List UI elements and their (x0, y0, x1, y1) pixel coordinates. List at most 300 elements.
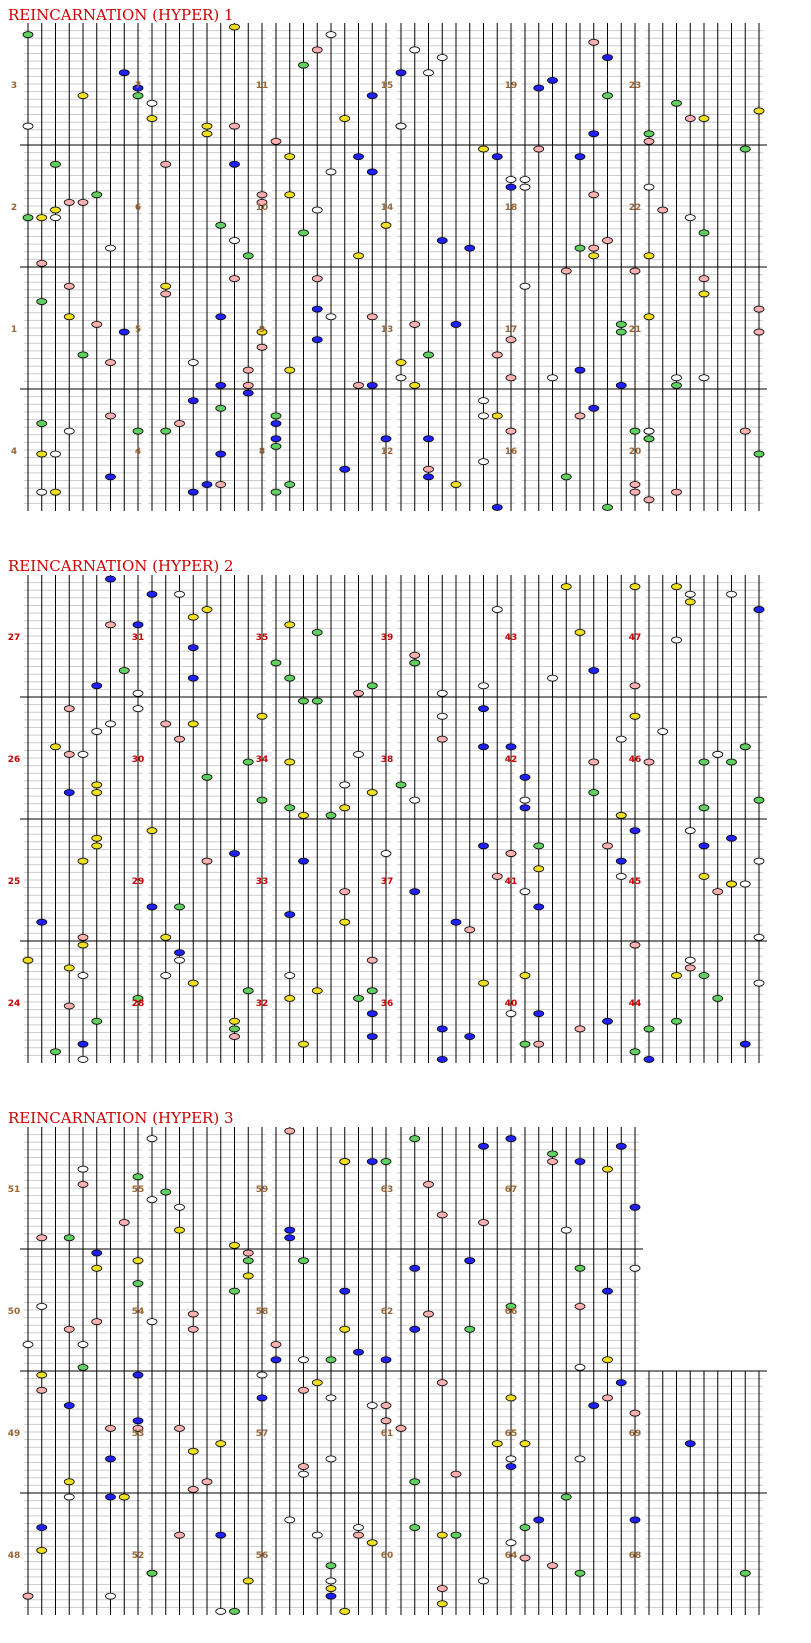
note-red (106, 622, 116, 628)
note-green (285, 805, 295, 811)
note-green (216, 405, 226, 411)
note-red (243, 367, 253, 373)
note-white (161, 973, 171, 979)
note-blue (465, 245, 475, 251)
note-red (685, 965, 695, 971)
note-red (64, 1003, 74, 1009)
note-green (92, 1018, 102, 1024)
measure-number: 62 (380, 1307, 394, 1317)
note-red (312, 276, 322, 282)
note-white (575, 1364, 585, 1370)
note-blue (603, 1288, 613, 1294)
note-blue (437, 1026, 447, 1032)
note-blue (589, 1403, 599, 1409)
note-white (78, 1342, 88, 1348)
note-white (410, 47, 420, 53)
note-yellow (561, 584, 571, 590)
note-yellow (299, 1041, 309, 1047)
note-red (630, 1410, 640, 1416)
note-red (78, 934, 88, 940)
note-white (479, 683, 489, 689)
note-red (644, 497, 654, 503)
note-yellow (78, 93, 88, 99)
note-yellow (51, 744, 61, 750)
note-green (740, 744, 750, 750)
note-white (312, 207, 322, 213)
note-yellow (672, 584, 682, 590)
note-blue (630, 828, 640, 834)
note-green (424, 352, 434, 358)
measure-number: 39 (380, 633, 394, 643)
note-white (740, 881, 750, 887)
measure-number: 9 (258, 325, 266, 335)
note-yellow (506, 1395, 516, 1401)
note-green (299, 1258, 309, 1264)
note-red (630, 482, 640, 488)
measure-number: 37 (380, 877, 394, 887)
note-yellow (216, 1441, 226, 1447)
note-blue (354, 154, 364, 160)
note-yellow (51, 207, 61, 213)
note-yellow (479, 980, 489, 986)
note-red (106, 1425, 116, 1431)
note-red (78, 199, 88, 205)
note-blue (312, 337, 322, 343)
note-red (492, 352, 502, 358)
note-red (437, 1212, 447, 1218)
note-green (616, 321, 626, 327)
note-blue (465, 1034, 475, 1040)
note-yellow (285, 192, 295, 198)
note-blue (367, 169, 377, 175)
note-red (603, 1395, 613, 1401)
note-white (685, 957, 695, 963)
note-blue (437, 1056, 447, 1062)
note-green (520, 1041, 530, 1047)
note-green (754, 451, 764, 457)
note-green (603, 93, 613, 99)
measure-number: 63 (380, 1185, 394, 1195)
note-blue (37, 919, 47, 925)
note-yellow (92, 835, 102, 841)
note-white (106, 1593, 116, 1599)
note-red (506, 428, 516, 434)
note-blue (188, 489, 198, 495)
note-white (506, 177, 516, 183)
note-yellow (492, 1441, 502, 1447)
note-white (520, 283, 530, 289)
measure-number: 15 (380, 81, 394, 91)
note-green (727, 759, 737, 765)
note-yellow (630, 584, 640, 590)
note-red (644, 759, 654, 765)
note-green (23, 215, 33, 221)
note-yellow (589, 253, 599, 259)
note-white (754, 934, 764, 940)
note-white (147, 1136, 157, 1142)
note-white (548, 675, 558, 681)
section-2 (8, 557, 767, 1063)
note-green (672, 1018, 682, 1024)
note-green (78, 1364, 88, 1370)
note-red (534, 1041, 544, 1047)
note-red (354, 690, 364, 696)
note-yellow (37, 451, 47, 457)
note-blue (106, 474, 116, 480)
note-green (575, 1570, 585, 1576)
note-yellow (37, 1547, 47, 1553)
note-white (106, 245, 116, 251)
note-red (230, 1034, 240, 1040)
measure-number: 32 (255, 999, 269, 1009)
measure-column (381, 575, 519, 1063)
note-blue (451, 321, 461, 327)
note-green (644, 436, 654, 442)
measure-number: 43 (504, 633, 518, 643)
note-red (161, 291, 171, 297)
measure-number: 64 (504, 1551, 518, 1561)
note-yellow (285, 622, 295, 628)
note-green (37, 299, 47, 305)
note-red (299, 1464, 309, 1470)
note-green (230, 1026, 240, 1032)
note-red (257, 192, 267, 198)
note-blue (285, 1227, 295, 1233)
note-blue (188, 398, 198, 404)
note-red (161, 721, 171, 727)
note-yellow (699, 116, 709, 122)
note-red (381, 1418, 391, 1424)
note-green (465, 1326, 475, 1332)
note-yellow (312, 988, 322, 994)
note-blue (396, 70, 406, 76)
note-white (575, 1456, 585, 1462)
note-blue (520, 805, 530, 811)
note-yellow (147, 116, 157, 122)
measure-column (8, 1127, 146, 1615)
note-white (133, 706, 143, 712)
note-green (354, 995, 364, 1001)
note-yellow (685, 599, 695, 605)
note-yellow (367, 1540, 377, 1546)
note-blue (424, 474, 434, 480)
note-red (437, 736, 447, 742)
note-white (699, 375, 709, 381)
note-white (685, 215, 695, 221)
measure-number: 60 (380, 1551, 394, 1561)
section-3 (8, 1109, 767, 1615)
measure-column (132, 575, 270, 1063)
note-yellow (492, 413, 502, 419)
note-blue (340, 466, 350, 472)
note-blue (230, 851, 240, 857)
note-blue (119, 70, 129, 76)
note-white (188, 360, 198, 366)
note-yellow (188, 1448, 198, 1454)
note-blue (92, 683, 102, 689)
note-green (133, 1281, 143, 1287)
note-yellow (603, 1357, 613, 1363)
measure-column (629, 1371, 767, 1615)
note-white (37, 1303, 47, 1309)
note-blue (630, 1204, 640, 1210)
note-yellow (437, 1532, 447, 1538)
note-white (299, 1357, 309, 1363)
note-blue (575, 367, 585, 373)
measure-number: 41 (504, 877, 518, 887)
measure-column (629, 575, 767, 1063)
measure-number: 19 (504, 81, 518, 91)
note-red (285, 1128, 295, 1134)
note-red (410, 652, 420, 658)
note-red (367, 957, 377, 963)
note-blue (147, 591, 157, 597)
note-red (465, 927, 475, 933)
measure-number: 38 (380, 755, 394, 765)
note-yellow (520, 973, 530, 979)
note-red (175, 421, 185, 427)
note-blue (534, 1517, 544, 1523)
note-green (575, 1265, 585, 1271)
note-red (396, 1425, 406, 1431)
note-white (312, 1532, 322, 1538)
measure-number: 30 (131, 755, 145, 765)
measure-number: 55 (131, 1185, 145, 1195)
note-blue (243, 390, 253, 396)
note-yellow (699, 291, 709, 297)
note-green (243, 253, 253, 259)
measure-number: 21 (628, 325, 642, 335)
measure-number: 51 (7, 1185, 21, 1195)
note-green (410, 660, 420, 666)
note-yellow (575, 629, 585, 635)
note-yellow (257, 713, 267, 719)
note-yellow (437, 1601, 447, 1607)
measure-number: 53 (131, 1429, 145, 1439)
measure-number: 22 (628, 203, 642, 213)
note-white (630, 1265, 640, 1271)
note-green (520, 1525, 530, 1531)
note-blue (616, 1143, 626, 1149)
note-green (257, 797, 267, 803)
note-red (548, 1563, 558, 1569)
measure-number: 5 (134, 325, 142, 335)
note-red (381, 1403, 391, 1409)
note-green (312, 698, 322, 704)
note-white (133, 690, 143, 696)
note-green (534, 843, 544, 849)
note-blue (506, 1136, 516, 1142)
measure-number: 28 (131, 999, 145, 1009)
measure-number: 49 (7, 1429, 21, 1439)
note-red (354, 382, 364, 388)
note-blue (367, 1034, 377, 1040)
note-red (424, 1181, 434, 1187)
note-blue (548, 77, 558, 83)
measure-column (256, 23, 394, 511)
note-red (37, 1387, 47, 1393)
note-green (271, 660, 281, 666)
note-blue (340, 1288, 350, 1294)
note-white (326, 169, 336, 175)
note-yellow (64, 1479, 74, 1485)
note-green (672, 100, 682, 106)
note-yellow (92, 843, 102, 849)
note-red (216, 482, 226, 488)
note-white (754, 980, 764, 986)
note-yellow (202, 131, 212, 137)
note-green (37, 421, 47, 427)
note-green (230, 1608, 240, 1614)
note-red (658, 207, 668, 213)
note-white (644, 184, 654, 190)
note-green (51, 1049, 61, 1055)
note-blue (188, 645, 198, 651)
note-red (257, 344, 267, 350)
measure-number: 35 (255, 633, 269, 643)
note-blue (644, 1056, 654, 1062)
measure-column (8, 575, 146, 1063)
note-green (754, 797, 764, 803)
note-blue (479, 744, 489, 750)
note-white (147, 1197, 157, 1203)
note-green (699, 230, 709, 236)
note-blue (64, 1403, 74, 1409)
note-yellow (603, 1166, 613, 1172)
note-red (271, 1342, 281, 1348)
measure-number: 44 (628, 999, 642, 1009)
note-white (326, 1456, 336, 1462)
note-yellow (37, 215, 47, 221)
note-yellow (285, 367, 295, 373)
note-white (479, 413, 489, 419)
note-blue (630, 1517, 640, 1523)
note-blue (492, 504, 502, 510)
note-yellow (285, 154, 295, 160)
note-blue (616, 1380, 626, 1386)
note-white (64, 1494, 74, 1500)
note-blue (271, 421, 281, 427)
note-blue (106, 1494, 116, 1500)
note-blue (727, 835, 737, 841)
note-red (479, 1220, 489, 1226)
note-yellow (133, 1258, 143, 1264)
note-white (520, 889, 530, 895)
note-white (257, 1372, 267, 1378)
note-white (616, 873, 626, 879)
note-red (119, 1220, 129, 1226)
measure-number: 59 (255, 1185, 269, 1195)
measure-number: 14 (380, 203, 394, 213)
note-yellow (396, 360, 406, 366)
measure-number: 2 (10, 203, 18, 213)
measure-column (381, 23, 519, 511)
note-red (37, 260, 47, 266)
note-green (326, 1563, 336, 1569)
note-green (299, 62, 309, 68)
note-white (354, 751, 364, 757)
measure-number: 68 (628, 1551, 642, 1561)
note-green (575, 245, 585, 251)
note-green (147, 1570, 157, 1576)
note-yellow (230, 1018, 240, 1024)
note-red (230, 123, 240, 129)
note-green (713, 995, 723, 1001)
note-white (78, 751, 88, 757)
note-blue (506, 1464, 516, 1470)
measure-number: 23 (628, 81, 642, 91)
note-yellow (644, 314, 654, 320)
note-red (603, 843, 613, 849)
note-green (699, 973, 709, 979)
note-green (367, 988, 377, 994)
note-yellow (285, 995, 295, 1001)
note-white (51, 451, 61, 457)
note-red (64, 751, 74, 757)
measure-number: 54 (131, 1307, 145, 1317)
note-white (326, 314, 336, 320)
note-blue (589, 405, 599, 411)
note-yellow (672, 973, 682, 979)
measure-number: 69 (628, 1429, 642, 1439)
note-yellow (161, 934, 171, 940)
note-blue (437, 238, 447, 244)
note-green (561, 1494, 571, 1500)
measure-number: 10 (255, 203, 269, 213)
note-white (506, 1456, 516, 1462)
measure-number: 50 (7, 1307, 21, 1317)
note-blue (740, 1041, 750, 1047)
note-blue (202, 482, 212, 488)
note-green (381, 1159, 391, 1165)
note-white (410, 797, 420, 803)
note-yellow (630, 713, 640, 719)
note-red (699, 276, 709, 282)
note-green (216, 222, 226, 228)
measure-number: 34 (255, 755, 269, 765)
note-white (78, 1166, 88, 1172)
note-white (672, 375, 682, 381)
note-red (575, 1303, 585, 1309)
note-red (437, 1586, 447, 1592)
note-green (396, 782, 406, 788)
note-blue (534, 904, 544, 910)
note-yellow (479, 146, 489, 152)
note-green (410, 1136, 420, 1142)
note-green (299, 230, 309, 236)
measure-number: 6 (134, 203, 142, 213)
note-yellow (299, 812, 309, 818)
note-blue (64, 790, 74, 796)
measure-column (505, 1127, 643, 1615)
note-red (754, 306, 764, 312)
note-yellow (534, 866, 544, 872)
note-blue (451, 919, 461, 925)
note-blue (312, 306, 322, 312)
note-red (506, 375, 516, 381)
note-red (589, 759, 599, 765)
note-green (271, 413, 281, 419)
note-white (727, 591, 737, 597)
note-red (492, 873, 502, 879)
measure-number: 47 (628, 633, 642, 643)
note-green (326, 1357, 336, 1363)
measure-number: 17 (504, 325, 518, 335)
note-green (271, 489, 281, 495)
note-blue (354, 1349, 364, 1355)
measure-number: 24 (7, 999, 21, 1009)
note-yellow (161, 283, 171, 289)
